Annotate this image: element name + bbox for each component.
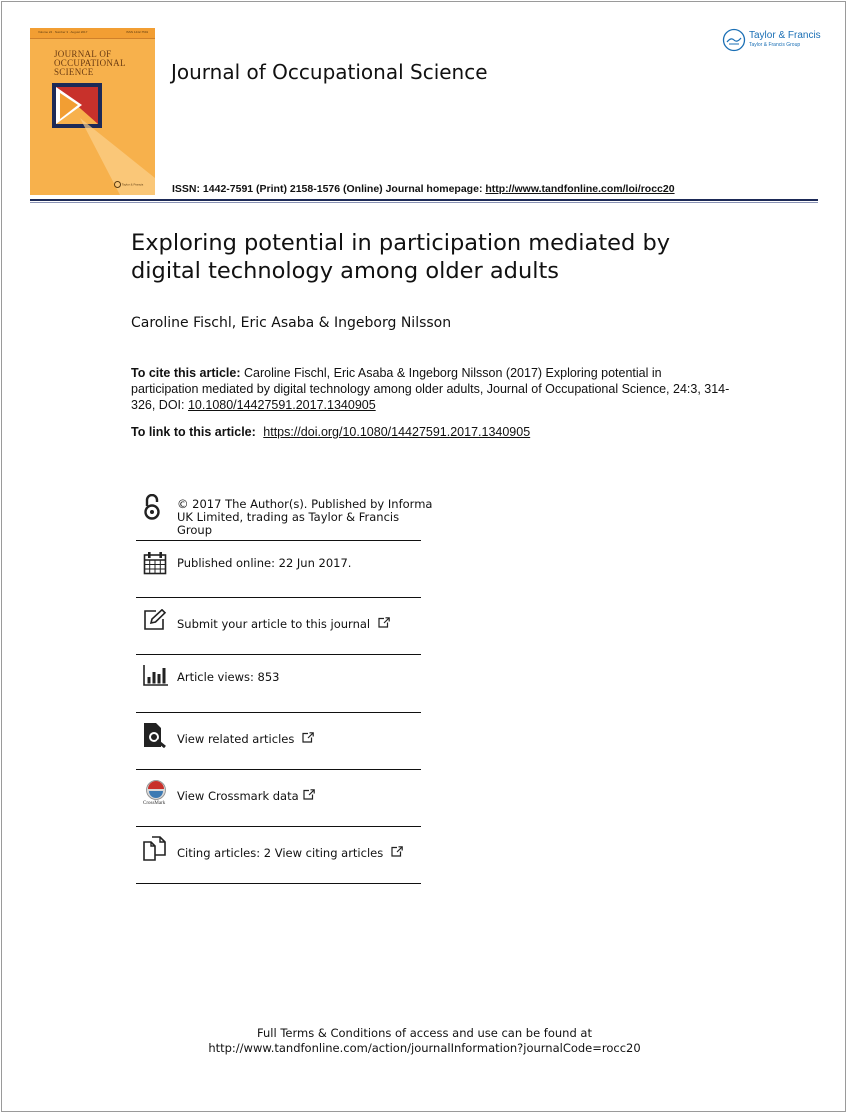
article-title-line2: digital technology among older adults — [131, 258, 560, 284]
license-line1: © 2017 The Author(s). Published by Informa — [177, 497, 433, 511]
external-link-icon — [378, 617, 390, 628]
cover-title-line1: JOURNAL OF — [54, 49, 112, 59]
cover-publisher-name: Taylor & Francis — [121, 182, 144, 187]
cover-strip — [30, 28, 155, 39]
external-link-icon — [391, 846, 403, 857]
footer-terms — [0, 1026, 849, 1056]
related-search-icon — [143, 722, 167, 748]
article-title — [131, 229, 731, 285]
external-link-icon — [303, 789, 315, 800]
article-title-line1: Exploring potential in participation mediated by — [131, 230, 671, 256]
external-link-icon — [302, 732, 314, 743]
citation-block — [131, 365, 731, 413]
issn-text: ISSN: 1442-7591 (Print) 2158-1576 (Online) Journal homepage: — [172, 183, 483, 195]
crossmark-text[interactable] — [177, 789, 315, 803]
cover-title — [54, 50, 154, 77]
published-date: Published online: 22 Jun 2017. — [177, 556, 352, 570]
published-item — [136, 541, 421, 598]
license-line2: UK Limited, trading as Taylor & Francis — [177, 510, 400, 524]
calendar-icon — [143, 551, 167, 575]
taylor-francis-logo-icon — [722, 28, 746, 52]
views-item — [136, 655, 421, 713]
cover-publisher — [114, 181, 152, 189]
citing-text[interactable] — [177, 846, 403, 860]
crossmark-logo — [143, 780, 169, 808]
cover-title-line2: OCCUPATIONAL — [54, 58, 126, 68]
article-link-label: To link to this article: — [131, 425, 256, 439]
header-divider-thin — [30, 202, 818, 203]
submit-text[interactable] — [177, 617, 390, 631]
header-divider — [30, 199, 818, 201]
edit-icon — [143, 609, 167, 631]
cover-issn: ISSN 1442-7591 — [126, 30, 149, 34]
citation-doi-link[interactable]: 10.1080/14427591.2017.1340905 — [187, 398, 376, 412]
open-access-icon — [143, 494, 161, 520]
citing-articles-icon — [143, 836, 167, 862]
crossmark-icon — [143, 780, 169, 802]
issn-line — [172, 183, 675, 195]
publisher-group: Taylor & Francis Group — [749, 42, 801, 48]
article-doi-url[interactable]: https://doi.org/10.1080/14427591.2017.1340905 — [263, 425, 531, 439]
crossmark-item[interactable] — [136, 770, 421, 827]
citation-text: Caroline Fischl, Eric Asaba & Ingeborg Nilsson (2017) Exploring potential in participation mediated by digital technology among older adults, Journal of Occupational Science, 24:3, 314-326, DOI: — [131, 366, 730, 412]
bar-chart-icon — [143, 664, 169, 686]
citing-link[interactable]: Citing articles: 2 View citing articles — [177, 846, 384, 860]
publisher-name: Taylor & Francis — [749, 30, 821, 41]
license-item — [136, 491, 433, 541]
cover-title-line3: SCIENCE — [54, 67, 94, 77]
article-authors: Caroline Fischl, Eric Asaba & Ingeborg Nilsson — [131, 315, 452, 331]
license-line3: Group — [177, 523, 213, 537]
cover-volume: Volume 24 · Number 3 · August 2017 — [38, 30, 88, 34]
related-link[interactable]: View related articles — [177, 732, 295, 746]
article-link-line — [131, 425, 530, 439]
submit-item[interactable] — [136, 598, 421, 655]
article-info-box — [136, 491, 433, 884]
related-text[interactable] — [177, 732, 314, 746]
citation-label: To cite this article: — [131, 366, 241, 380]
crossmark-link[interactable]: View Crossmark data — [177, 789, 299, 803]
license-text — [177, 498, 432, 537]
views-count: Article views: 853 — [177, 670, 280, 684]
footer-line1: Full Terms & Conditions of access and use can be found at — [257, 1026, 592, 1040]
related-item[interactable] — [136, 713, 421, 770]
crossmark-logo-label: CrossMark — [143, 801, 166, 806]
journal-cover[interactable] — [30, 28, 155, 195]
cover-publisher-logo-icon — [114, 181, 121, 188]
submit-link[interactable]: Submit your article to this journal — [177, 617, 371, 631]
footer-terms-url[interactable]: http://www.tandfonline.com/action/journalInformation?journalCode=rocc20 — [208, 1041, 641, 1055]
citing-item[interactable] — [136, 827, 421, 884]
journal-homepage-link[interactable]: http://www.tandfonline.com/loi/rocc20 — [485, 183, 675, 195]
publisher-logo[interactable] — [722, 28, 822, 52]
journal-title[interactable]: Journal of Occupational Science — [171, 60, 488, 84]
